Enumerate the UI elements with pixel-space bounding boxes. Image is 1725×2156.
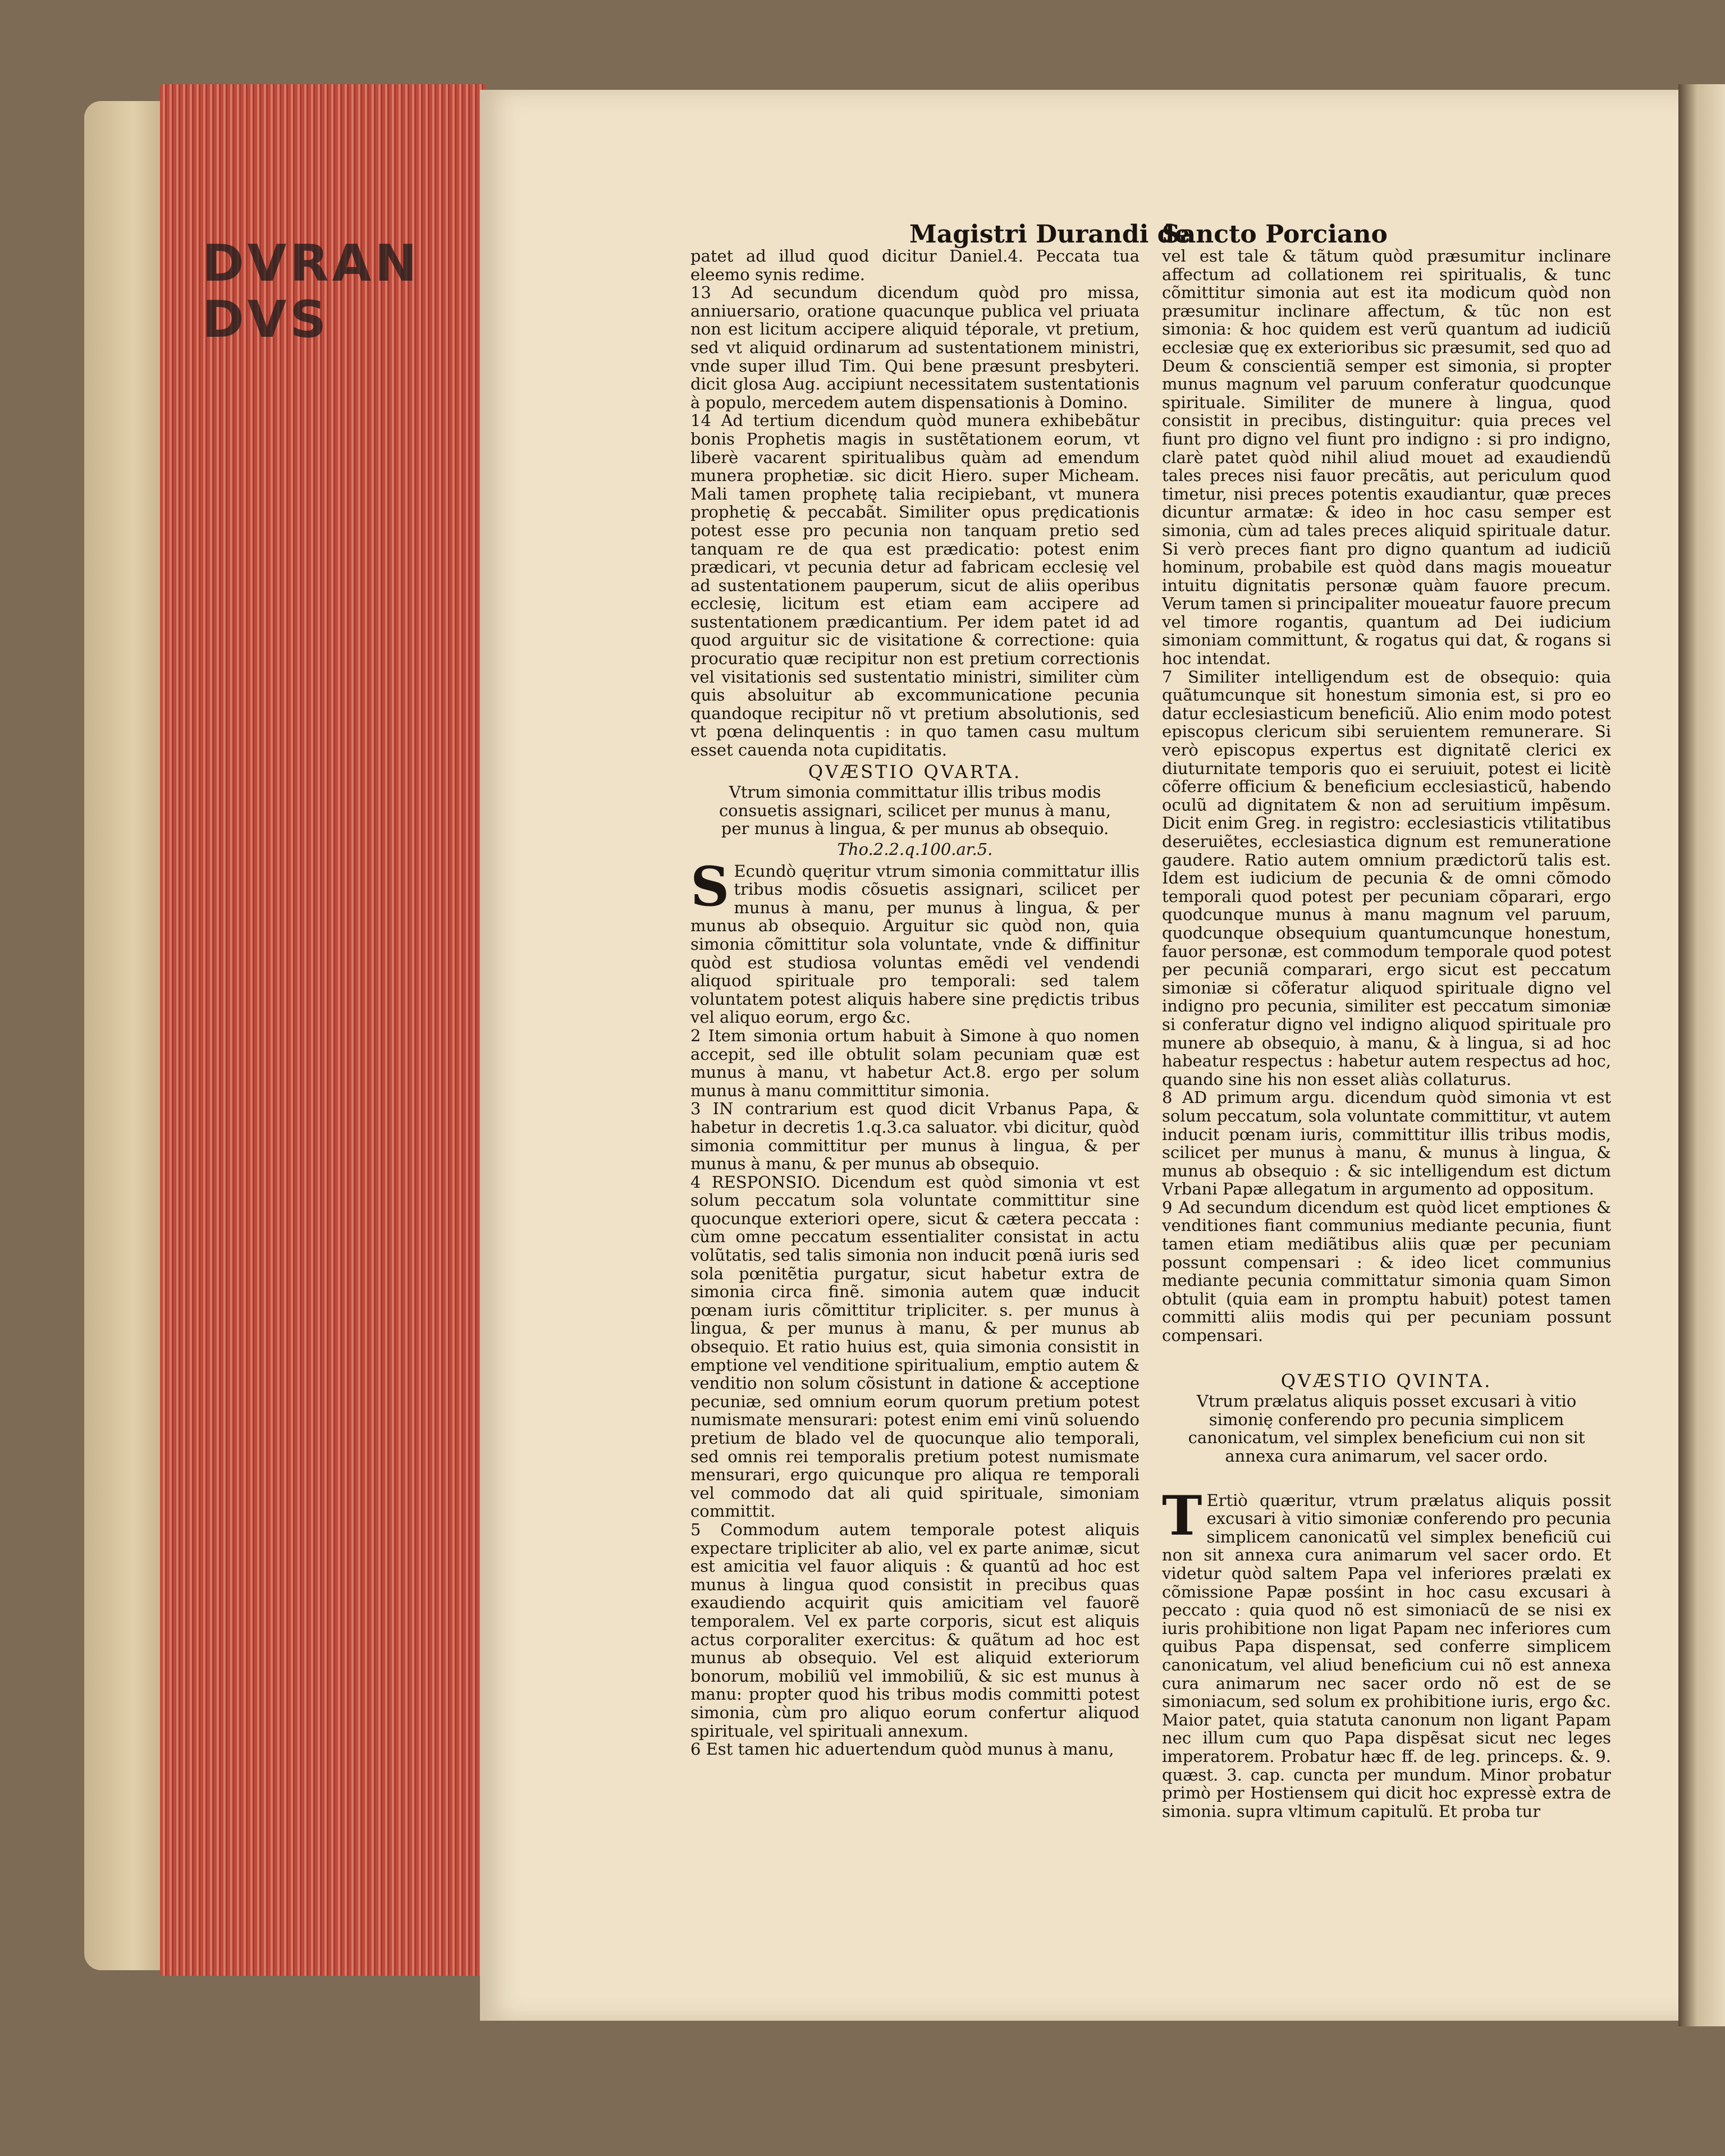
paragraph: 13 Ad secundum dicendum quòd pro missa, anniuersario, oratione quacunque publica vel priuata non est licitum accipere aliquid téporale, vt pretium, sed vt aliquid ordinarum ad sustentationem ministri, vnde super illud Tim. Qui bene præsunt presbyteri. dicit glosa Aug. accipiunt necessitatem sustentationis à populo, mercedem autem dispensationis à Domino. [690, 283, 1140, 412]
paragraph-text: Ecundò quęritur vtrum simonia committatur illis tribus modis cõsuetis assignari, scilicet per munus à manu, per munus à lingua, & per munus ab obsequio. Arguitur sic quòd non, quia simonia cõmittitur sola voluntate, vnde & diffinitur quòd est studiosa voluntas emẽdi vel vendendi aliquod spirituale pro temporali: sed talem voluntatem potest aliquis habere sine prędictis tribus vel aliquo eorum, ergo &c. [690, 861, 1140, 1027]
paragraph: 2 Item simonia ortum habuit à Simone à quo nomen accepit, sed ille obtulit solam pecuniam quæ est munus à manu, vt habetur Act.8. ergo per solum munus à manu committitur simonia. [690, 1026, 1140, 1100]
facing-page-edge [1678, 84, 1725, 2026]
paragraph: 14 Ad tertium dicendum quòd munera exhibebãtur bonis Prophetis magis in sustẽtationem eorum, vt liberè vacarent spiritualibus quàm ad emendum munera prophetiæ. sic dicit Hiero. super Micheam. Mali tamen prophetę talia recipiebant, vt munera prophetię & peccabãt. Similiter opus prędicationis potest esse pro pecunia non tanquam pretio sed tanquam re de qua est prædicatio: potest enim prædicari, vt pecunia detur ad fabricam ecclesię vel ad sustentationem pauperum, sicut de aliis operibus ecclesię, licitum est etiam eam accipere ad sustentationem prædicantium. Per idem patet id ad quod arguitur sic de visitatione & correctione: quia procuratio quæ recipitur non est pretium correctionis vel visitationis sed sustentatio ministri, similiter cùm quis absoluitur ab excommunicatione pecunia quandoque recipitur nõ vt pretium absolutionis, sed vt pœna delinquentis : in quo tamen casu multum esset cauenda nota cupiditatis. [690, 411, 1140, 760]
running-head-left: Magistri Durandi de [909, 220, 1191, 249]
spine-stamp [202, 236, 420, 348]
question-five-title: QVÆSTIO QVINTA. [1280, 1370, 1493, 1391]
question-four-title: QVÆSTIO QVARTA. [808, 761, 1022, 782]
spacer [1162, 1345, 1611, 1368]
paragraph: vel est tale & tãtum quòd præsumitur inclinare affectum ad collationem rei spiritualis, & tunc cõmittitur simonia aut est ita modicum quòd non præsumitur inclinare affectum, & tũc non est simonia: & hoc quidem est verũ quantum ad iudiciũ ecclesiæ quę ex exterioribus sic præsumit, sed quo ad Deum & conscientiã semper est simonia, si propter munus magnum vel paruum conferatur quodcunque spirituale. Similiter de munere à lingua, quod consistit in precibus, distinguitur: quia preces vel fiunt pro digno vel fiunt pro indigno : si pro indigno, clarè patet quòd nihil aliud mouet ad exaudiendũ tales preces nisi fauor precãtis, aut periculum quod timetur, nisi preces potentis exaudiantur, quæ preces dicuntur armatæ: & ideo in hoc casu semper est simonia, cùm ad tales preces aliquid spirituale datur. Si verò preces fiant pro digno quantum ad iudiciũ hominum, probabile est quòd dans magis moueatur intuitu dignitatis personæ quàm fauore precum. Verum tamen si principaliter moueatur fauore precum vel timore rogantis, quantum ad Dei iudicium simoniam committunt, & rogatus qui dat, & rogans si hoc intendat. [1162, 246, 1611, 669]
paragraph: 8 AD primum argu. dicendum quòd simonia vt est solum peccatum, sola voluntate committitur, vt autem inducit pœnam iuris, committitur illis tribus modis, scilicet per munus à manu, & munus à lingua, & munus ab obsequio : & sic intelligendum est dictum Vrbani Papæ allegatum in argumento ad oppositum. [1162, 1088, 1611, 1199]
question-four-reference: Tho.2.2.q.100.ar.5. [837, 840, 993, 859]
spine-line: DVRAN [202, 234, 420, 293]
paragraph: patet ad illud quod dicitur Daniel.4. Peccata tua eleemo synis redime. [690, 246, 1140, 284]
paragraph: 5 Commodum autem temporale potest aliquis expectare tripliciter ab alio, vel ex parte animæ, sicut est amicitia vel fauor aliquis : & quantũ ad hoc est munus à lingua quod consistit in precibus quas exaudiendo acquirit quis amicitiam vel fauorẽ temporalem. Vel ex parte corporis, sicut est aliquis actus corporaliter exercitus: & quãtum ad hoc est munus ab obsequio. Vel est aliquid exteriorum bonorum, mobiliũ vel immobiliũ, & sic est munus à manu: propter quod his tribus modis committi potest simonia, cùm pro aliquo eorum confertur aliquod spirituale, vel spirituali annexum. [690, 1519, 1140, 1741]
paragraph-text: Ertiò quæritur, vtrum prælatus aliquis possit excusari à vitio simoniæ conferendo pro pecunia simplicem canonicatũ vel simplex beneficiũ cui non sit annexa cura animarum vel sacer ordo. Et videtur quòd saltem Papa vel inferiores prælati ex cõmissione Papæ posśint in hoc casu excusari à peccato : quia quod nõ est simoniacũ de se nisi ex iuris prohibitione non ligat Papam nec inferiores cum quibus Papa dispensat, sed conferre simplicem canonicatum, vel aliud beneficium cui nõ est annexa cura animarum nec sacer ordo nõ est de se simoniacum, sed solum ex prohibitione iuris, ergo &c. Maior patet, quia statuta canonum non ligant Papam nec illum cum quo Papa dispẽsat sicut nec leges imperatorem. Probatur hæc ff. de leg. princeps. &. 9. quæst. 3. cap. cuncta per mundum. Minor probatur primò per Hostiensem qui dicit hoc expressè extra de simonia. supra vltimum capitulũ. Et proba tur [1162, 1490, 1611, 1821]
page-edges [160, 84, 486, 1976]
question-four-subtitle: Vtrum simonia committatur illis tribus modis consuetis assignari, scilicet per munus à manu, per munus à lingua, & per munus ab obsequio. [719, 782, 1111, 839]
paragraph: 9 Ad secundum dicendum est quòd licet emptiones & venditiones fiant communius mediante pecunia, fiunt tamen etiam mediãtibus aliis quæ per pecuniam possunt compensari : & ideo licet communius mediante pecunia committatur simonia quam Simon obtulit (quia eam in promptu habuit) potest tamen committi aliis modis qui per pecuniam possunt compensari. [1162, 1197, 1611, 1345]
paragraph [1162, 1484, 1611, 1821]
spacer [1162, 1468, 1611, 1491]
question-five-subtitle: Vtrum prælatus aliquis posset excusari à vitio simonię conferendo pro pecunia simplicem canonicatum, vel simplex beneficium cui non sit annexa cura animarum, vel sacer ordo. [1188, 1391, 1585, 1466]
spine-line: DVS [202, 290, 330, 349]
dropcap: T [1162, 1484, 1202, 1548]
dropcap: S [690, 854, 730, 918]
paragraph: 7 Similiter intelligendum est de obsequio: quia quãtumcunque sit honestum simonia est, si pro eo datur ecclesiasticum beneficiũ. Alio enim modo potest episcopus clericum sibi seruientem remunerare. Si verò episcopus expertus est dignitatẽ clerici ex diuturnitate temporis quo ei seruiuit, potest ei licitè cõferre officium & beneficium ecclesiasticũ, habendo oculũ ad dignitatem & non ad seruitium impẽsum. Dicit enim Greg. in registro: ecclesiasticis vtilitatibus deseruiẽtes, ecclesiastica dignum est remuneratione gaudere. Ratio autem omnium prædictorũ talis est. Idem est iudicium de pecunia & de omni cõmodo temporali quod potest per pecuniam cõparari, ergo quodcunque munus à manu magnum vel paruum, quodcunque obsequium quantumcunque honestum, fauor personæ, est commodum temporale quod potest per pecuniã comparari, ergo sicut est peccatum simoniæ si cõferatur aliquod spirituale digno vel indigno pro pecunia, similiter est peccatum simoniæ si conferatur digno vel indigno aliquod spirituale pro munere ab obsequio, à manu, & à lingua, si ad hoc habeatur respectus : habetur autem respectus ad hoc, quando sine his non esset aliàs collaturus. [1162, 667, 1611, 1089]
paragraph: 3 IN contrarium est quod dicit Vrbanus Papa, & habetur in decretis 1.q.3.ca saluator. vbi dicitur, quòd simonia committitur per munus à lingua, & per munus à manu, & per munus ab obsequio. [690, 1099, 1140, 1174]
right-column [1162, 247, 1611, 1820]
paragraph [690, 854, 1140, 1027]
left-column [690, 247, 1140, 1759]
paragraph: 4 RESPONSIO. Dicendum est quòd simonia vt est solum peccatum sola voluntate committitur sine quocunque exteriori opere, sicut & cætera peccata : cùm omne peccatum essentialiter consistat in actu volũtatis, sed talis simonia non inducit pœnã iuris sed sola pœnitẽtia purgatur, sicut habetur extra de simonia circa finẽ. simonia autem quæ inducit pœnam iuris cõmittitur tripliciter. s. per munus à lingua, & per munus à manu, & per munus ab obsequio. Et ratio huius est, quia simonia consistit in emptione vel venditione spiritualium, emptio autem & venditio non solum cõsistunt in datione & acceptione pecuniæ, sed omnium eorum quorum pretium potest numismate mensurari: potest enim emi vinũ soluendo pretium de blado vel de quocunque alio temporali, sed omnis rei temporalis pretium potest numismate mensurari, ergo quicunque pro aliqua re temporali vel commodo dat ali quid spirituale, simoniam committit. [690, 1172, 1140, 1521]
running-head-right: Sancto Porciano [1162, 220, 1388, 249]
paragraph: 6 Est tamen hic aduertendum quòd munus à manu, [690, 1740, 1114, 1759]
